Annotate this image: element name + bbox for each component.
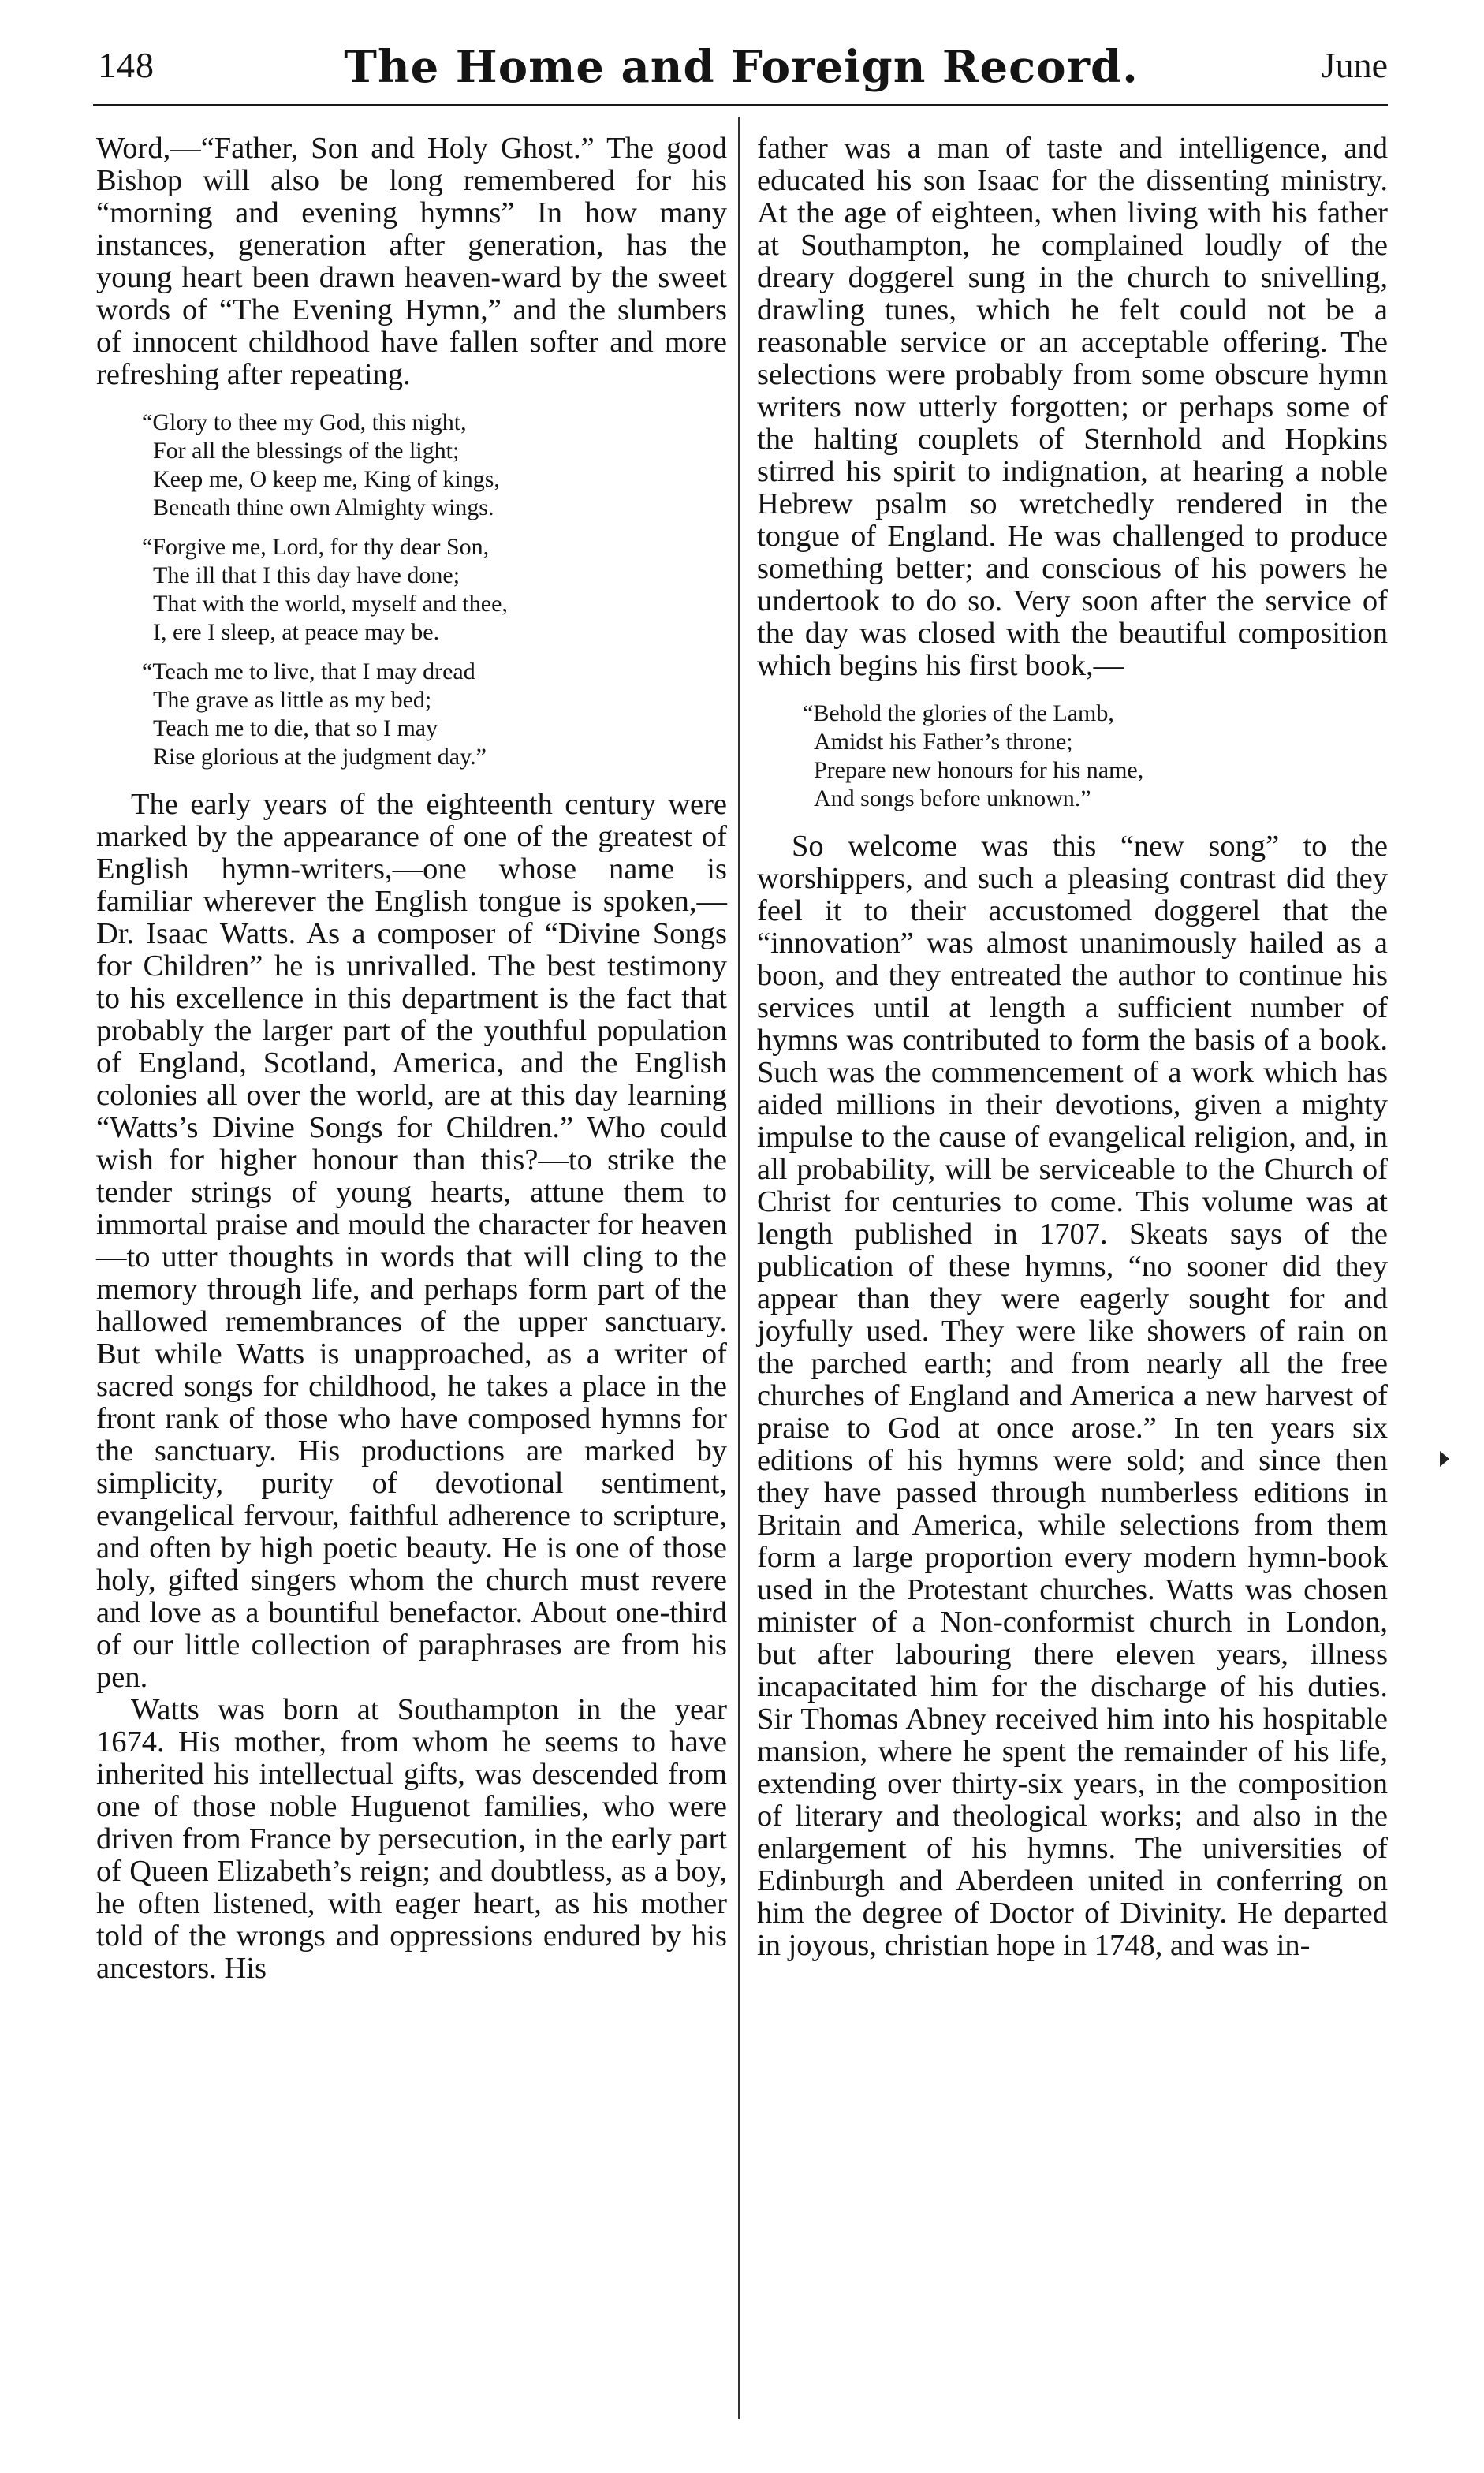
stanza bbox=[142, 533, 727, 647]
verse-line: And songs before unknown.” bbox=[814, 785, 1091, 811]
journal-title: The Home and Foreign Record. bbox=[344, 41, 1139, 93]
column-divider bbox=[738, 117, 740, 2419]
verse-line: Teach me to die, that so I may bbox=[153, 715, 438, 741]
header-rule bbox=[93, 104, 1388, 106]
paragraph: So welcome was this “new song” to the worshippers, and such a pleasing contrast did they feel it to their accustomed doggerel that the “innovation” was almost unanimously hailed as a boon, and they entreated the author to continue his services until at length a sufficient number of hymns was contributed to form the basis of a book. Such was the commencement of a work which has aided millions in their devotions, given a mighty impulse to the cause of evangelical religion, and, in all probability, will be serviceable to the Church of Christ for centuries to come. This volume was at length published in 1707. Skeats says of the publication of these hymns, “no sooner did they appear than they were eagerly sought for and joyfully used. They were like showers of rain on the parched earth; and from nearly all the free churches of England and America a new harvest of praise to God at once arose.” In ten years six editions of his hymns were sold; and since then they have passed through numberless editions in Britain and America, while selections from them form a large proportion every modern hymn-book used in the Protestant churches. Watts was chosen minister of a Non-conformist church in London, but after labouring there eleven years, illness incapacitated him for the discharge of his duties. Sir Thomas Abney received him into his hospitable mansion, where he spent the remainder of his life, extending over thirty-six years, in the composition of literary and theological works; and also in the enlargement of his hymns. The universities of Edinburgh and Aberdeen united in conferring on him the degree of Doctor of Divinity. He departed in joyous, christian hope in 1748, and was in- bbox=[757, 830, 1388, 1962]
page-number: 148 bbox=[98, 45, 155, 85]
paragraph: Watts was born at Southampton in the year 1674. His mother, from whom he seems to have inherited his intellectual gifts, was descended from one of those noble Huguenot families, who were driven from France by persecution, in the early part of Queen Elizabeth’s reign; and doubtless, as a boy, he often listened, with eager heart, as his mother told of the wrongs and oppressions endured by his ancestors. His bbox=[96, 1693, 727, 1985]
verse-line: Beneath thine own Almighty wings. bbox=[153, 494, 494, 520]
verse-line: The ill that I this day have done; bbox=[153, 562, 460, 588]
verse-line: “Glory to thee my God, this night, bbox=[142, 409, 467, 435]
hymn-verse bbox=[803, 699, 1388, 813]
stanza bbox=[803, 699, 1388, 813]
verse-line: The grave as little as my bed; bbox=[153, 687, 432, 713]
verse-line: I, ere I sleep, at peace may be. bbox=[153, 619, 440, 645]
stanza bbox=[142, 408, 727, 522]
stanza bbox=[142, 658, 727, 771]
verse-line: Rise glorious at the judgment day.” bbox=[153, 744, 487, 770]
page-header bbox=[95, 41, 1388, 96]
paragraph: Word,—“Father, Son and Holy Ghost.” The good Bishop will also be long remembered for his “morning and evening hymns” In how many instances, generation after generation, has the young heart been drawn heaven-ward by the sweet words of “The Evening Hymn,” and the slumbers of innocent childhood have fallen softer and more refreshing after repeating. bbox=[96, 132, 727, 391]
verse-line: That with the world, myself and thee, bbox=[153, 591, 508, 617]
verse-line: For all the blessings of the light; bbox=[153, 438, 460, 464]
verse-line: Keep me, O keep me, King of kings, bbox=[153, 466, 500, 492]
verse-line: Amidst his Father’s throne; bbox=[814, 729, 1073, 755]
margin-arrow-icon bbox=[1440, 1451, 1449, 1467]
paragraph: father was a man of taste and intelligence, and educated his son Isaac for the dissenting ministry. At the age of eighteen, when living with his father at Southampton, he complained loudly of the dreary doggerel sung in the church to snivelling, drawling tunes, which he felt could not be a reasonable service or an acceptable offering. The selections were probably from some obscure hymn writers now utterly forgotten; or perhaps some of the halting couplets of Sternhold and Hopkins stirred his spirit to indignation, at hearing a noble Hebrew psalm so wretchedly rendered in the tongue of England. He was challenged to produce something better; and conscious of his powers he undertook to do so. Very soon after the service of the day was closed with the beautiful composition which begins his first book,— bbox=[757, 132, 1388, 682]
right-column bbox=[757, 132, 1388, 1962]
paragraph: The early years of the eighteenth century were marked by the appearance of one of the greatest of English hymn-writers,—one whose name is familiar wherever the English tongue is spoken,—Dr. Isaac Watts. As a composer of “Divine Songs for Children” he is unrivalled. The best testimony to his excellence in this department is the fact that probably the larger part of the youthful population of England, Scotland, America, and the English colonies all over the world, are at this day learning “Watts’s Divine Songs for Children.” Who could wish for higher honour than this?—to strike the tender strings of young hearts, attune them to immortal praise and mould the character for heaven—to utter thoughts in words that will cling to the memory through life, and perhaps form part of the hallowed remembrances of the upper sanctuary. But while Watts is unapproached, as a writer of sacred songs for childhood, he takes a place in the front rank of those who have composed hymns for the sanctuary. His productions are marked by simplicity, purity of devotional sentiment, evangelical fervour, faithful adherence to scripture, and often by high poetic beauty. He is one of those holy, gifted singers whom the church must revere and love as a bountiful benefactor. About one-third of our little collection of paraphrases are from his pen. bbox=[96, 788, 727, 1694]
verse-line: “Forgive me, Lord, for thy dear Son, bbox=[142, 534, 490, 560]
verse-line: “Behold the glories of the Lamb, bbox=[803, 700, 1114, 726]
hymn-verse bbox=[142, 408, 727, 771]
verse-line: “Teach me to live, that I may dread bbox=[142, 658, 475, 684]
left-column bbox=[96, 132, 727, 1985]
verse-line: Prepare new honours for his name, bbox=[814, 757, 1144, 783]
issue-month: June bbox=[1321, 45, 1388, 85]
